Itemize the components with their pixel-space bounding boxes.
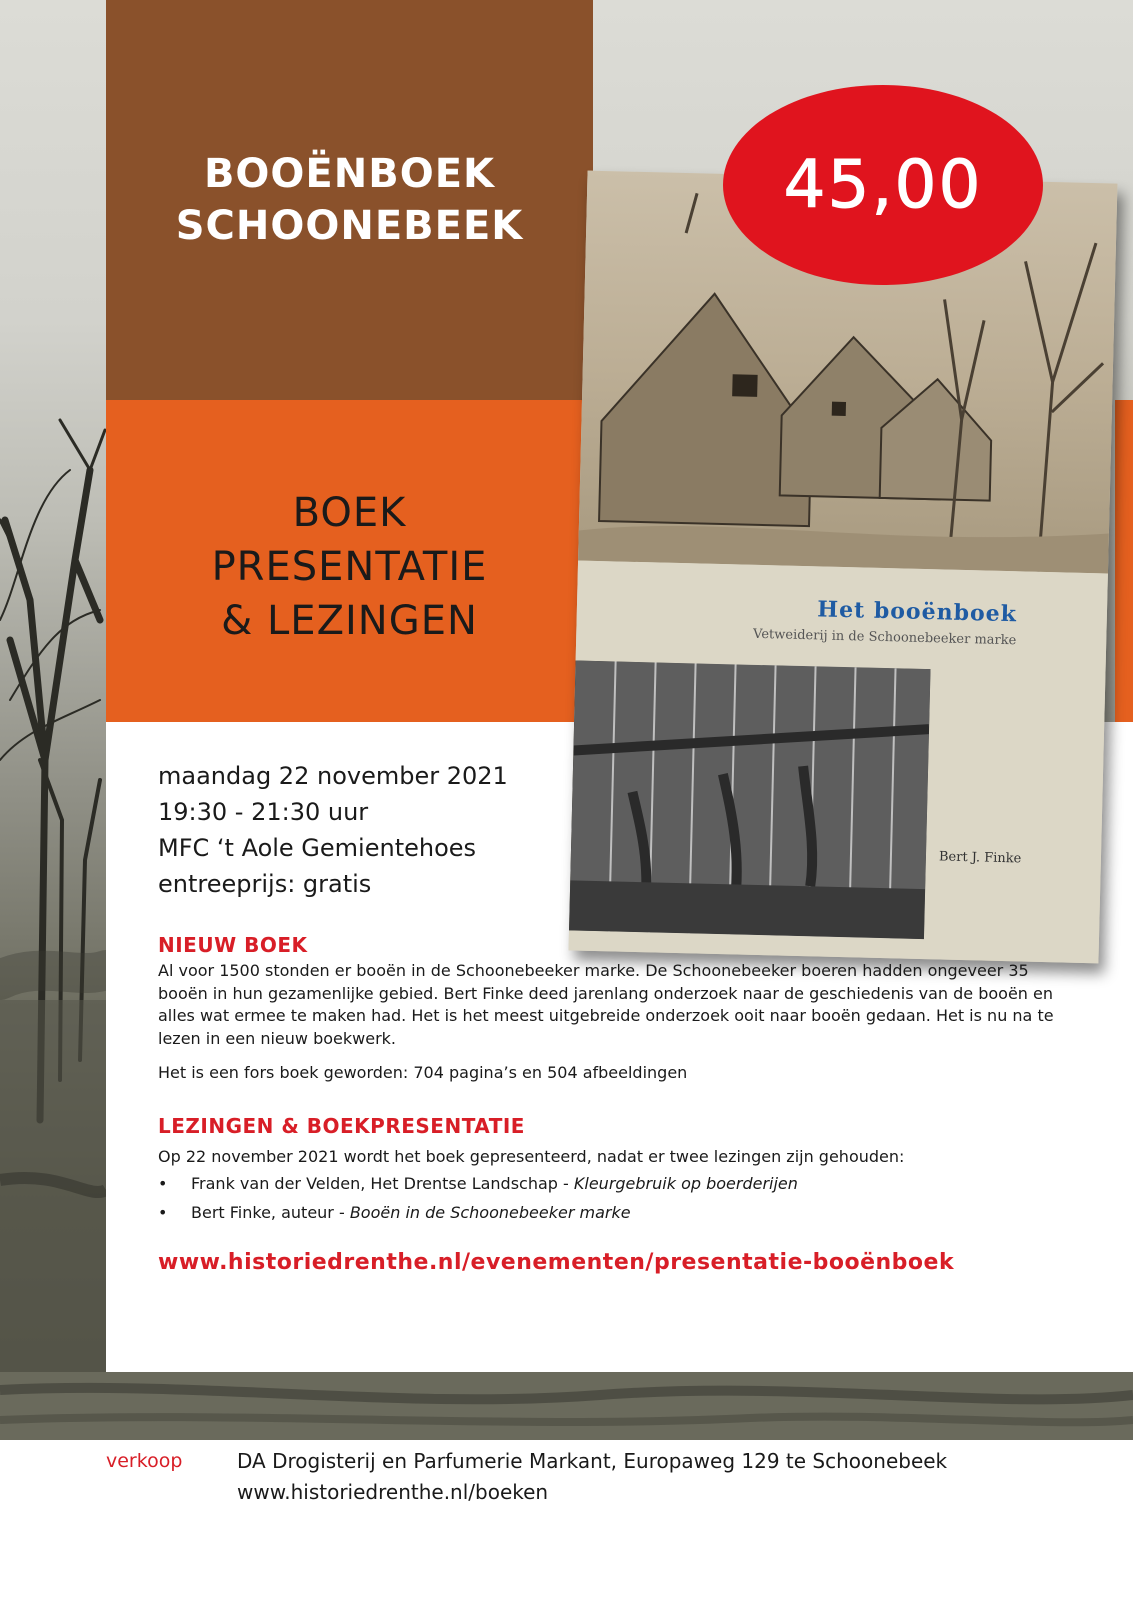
bullet-icon: • [158,1203,168,1222]
event-location: MFC ‘t Aole Gemientehoes [158,834,477,862]
lecture-topic: Kleurgebruik op boerderijen [573,1174,798,1193]
nieuw-boek-heading: NIEUW BOEK [158,933,308,957]
book-cover-photo [569,660,930,939]
sale-label: verkoop [106,1450,183,1472]
main-title-line1: BOOËNBOEK [203,151,496,197]
lezingen-heading: LEZINGEN & BOEKPRESENTATIE [158,1114,525,1138]
subtitle-line3: & LEZINGEN [221,598,478,644]
event-entry-price: entreeprijs: gratis [158,870,372,898]
lecture-item [158,1203,631,1222]
price-value: 45,00 [783,146,983,223]
sale-address: DA Drogisterij en Parfumerie Markant, Europaweg 129 te Schoonebeek [237,1449,948,1473]
subtitle-line1: BOEK [292,490,407,536]
lecture-speaker: Frank van der Velden, Het Drentse Landschap - [191,1174,574,1193]
lezingen-intro: Op 22 november 2021 wordt het boek gepresenteerd, nadat er twee lezingen zijn gehouden: [158,1147,905,1166]
orange-accent-strip [1115,400,1133,722]
main-title-line2: SCHOONEBEEK [175,203,524,249]
book-subtitle: Vetweiderij in de Schoonebeeker marke [752,626,1017,649]
event-date: maandag 22 november 2021 [158,762,508,790]
event-url-link[interactable]: www.historiedrenthe.nl/evenementen/presentatie-booënboek [158,1250,955,1275]
lecture-item [158,1174,798,1193]
nieuw-boek-note: Het is een fors boek geworden: 704 pagina’s en 504 afbeeldingen [158,1063,688,1082]
nieuw-boek-paragraph: Al voor 1500 stonden er booën in de Schoonebeeker marke. De Schoonebeeker boeren hadden ongeveer 35 booën in hun gezamenlijke gebied. Bert Finke deed jarenlang onderzoek naar de geschiedenis van de booën en alles wat ermee te maken had. Het is het meest uitgebreide onderzoek ooit naar booën gedaan. Het is nu na te lezen in een nieuw boekwerk. [158,961,1054,1048]
lecture-speaker: Bert Finke, auteur - [191,1203,350,1222]
book-cover [569,171,1118,964]
lecture-topic: Booën in de Schoonebeeker marke [349,1203,631,1222]
sale-url-link[interactable]: www.historiedrenthe.nl/boeken [237,1480,549,1504]
book-title: Het booënboek [817,596,1018,628]
book-author: Bert J. Finke [938,849,1022,867]
event-time: 19:30 - 21:30 uur [158,798,369,826]
bullet-icon: • [158,1174,168,1193]
subtitle-line2: PRESENTATIE [211,544,488,590]
